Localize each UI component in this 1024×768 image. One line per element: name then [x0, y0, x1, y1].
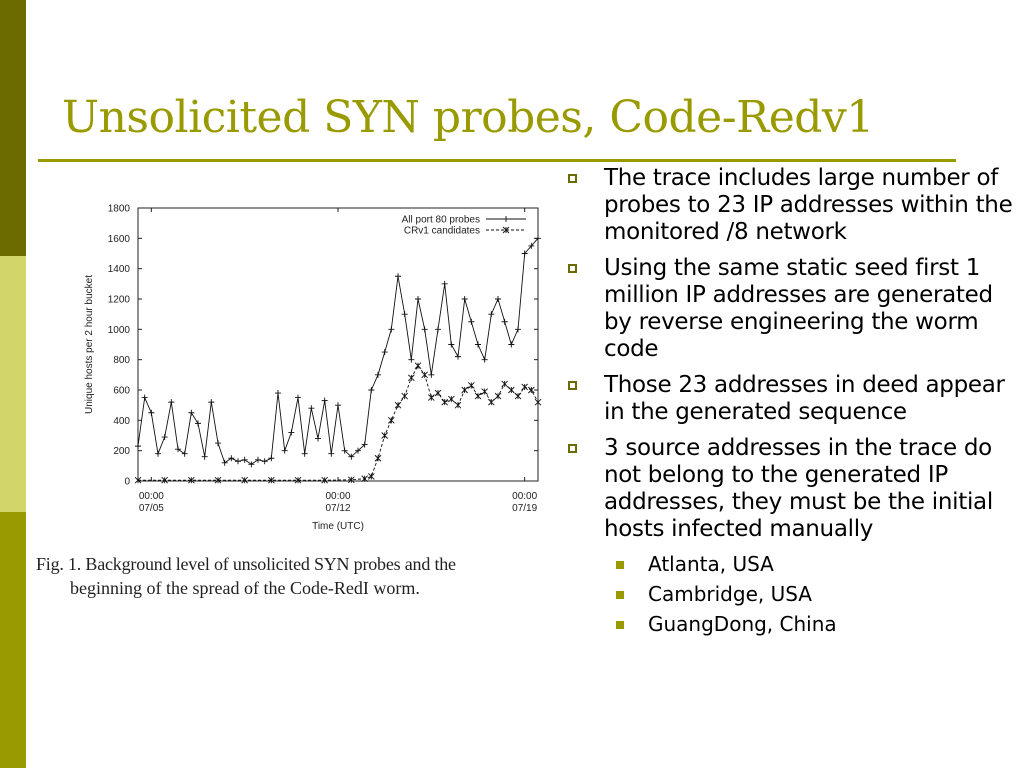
data-point — [482, 389, 488, 395]
data-point — [328, 451, 334, 457]
data-point — [382, 349, 388, 355]
data-point — [402, 311, 408, 317]
filled-square-bullet-icon — [616, 621, 624, 629]
data-point — [442, 399, 448, 405]
data-point — [395, 402, 401, 408]
series-line-1 — [138, 238, 538, 464]
data-point — [195, 420, 201, 426]
data-point — [375, 455, 381, 461]
data-point — [422, 372, 428, 378]
x-tick-label: 00:00 — [138, 491, 164, 502]
data-point — [215, 440, 221, 446]
data-point — [495, 393, 501, 399]
y-tick-label: 0 — [124, 476, 130, 488]
caption-line-2: beginning of the spread of the Code-RedI worm. — [70, 578, 420, 598]
data-point — [442, 281, 448, 287]
data-point — [288, 429, 294, 435]
filled-square-bullet-icon — [616, 591, 624, 599]
bullet-item — [568, 435, 1024, 639]
y-tick-label: 600 — [113, 385, 130, 397]
x-tick-label: 00:00 — [512, 491, 538, 502]
decor-bar-middle — [0, 256, 26, 512]
data-point — [428, 395, 434, 401]
data-point — [522, 384, 528, 390]
sub-bullet-text: Cambridge, USA — [648, 582, 812, 606]
bullet-text: Those 23 addresses in deed appear in the generated sequence — [604, 372, 1005, 425]
data-point — [415, 363, 421, 369]
data-point — [475, 342, 481, 348]
data-point — [388, 326, 394, 332]
data-point — [455, 402, 461, 408]
data-point — [322, 398, 328, 404]
data-point — [508, 342, 514, 348]
data-point — [242, 477, 248, 483]
data-point — [408, 357, 414, 363]
data-point — [242, 457, 248, 463]
bullet-text: Using the same static seed first 1 million IP addresses are generated by reverse engineering the worm code — [604, 255, 993, 362]
data-point — [208, 399, 214, 405]
data-point — [235, 458, 241, 464]
data-point — [302, 451, 308, 457]
data-point — [368, 387, 374, 393]
sub-bullet-text: Atlanta, USA — [648, 552, 774, 576]
data-point — [495, 296, 501, 302]
y-axis-label: Unique hosts per 2 hour bucket — [84, 275, 95, 414]
data-point — [335, 402, 341, 408]
data-point — [308, 405, 314, 411]
hollow-square-bullet-icon — [568, 174, 577, 183]
y-tick-label: 1600 — [107, 233, 130, 245]
data-point — [535, 399, 541, 405]
data-point — [435, 390, 441, 396]
data-point — [222, 460, 228, 466]
decor-bar-top — [0, 0, 26, 256]
legend-label: CRv1 candidates — [403, 225, 480, 237]
data-point — [448, 342, 454, 348]
data-point — [368, 473, 374, 479]
syn-probes-chart — [78, 195, 550, 537]
data-point — [362, 476, 368, 482]
data-point — [388, 417, 394, 423]
data-point — [228, 455, 234, 461]
figure-caption — [36, 552, 588, 600]
data-point — [402, 393, 408, 399]
data-point — [202, 454, 208, 460]
data-point — [142, 395, 148, 401]
data-point — [188, 410, 194, 416]
bullet-item — [568, 372, 1024, 426]
x-tick-label: 07/19 — [512, 503, 538, 514]
data-point — [502, 381, 508, 387]
caption-line-1: Fig. 1. Background level of unsolicited SYN probes and the — [36, 554, 456, 574]
data-point — [515, 393, 521, 399]
sub-bullet-item — [604, 549, 1024, 579]
data-point — [415, 296, 421, 302]
y-tick-label: 800 — [113, 355, 130, 367]
y-tick-label: 1000 — [107, 324, 130, 336]
data-point — [488, 399, 494, 405]
data-point — [322, 477, 328, 483]
data-point — [448, 396, 454, 402]
bullet-item — [568, 255, 1024, 363]
y-tick-label: 200 — [113, 446, 130, 458]
bullet-text: 3 source addresses in the trace do not belong to the generated IP addresses, they must be the initial hosts infected manually — [604, 435, 993, 542]
x-tick-label: 07/05 — [138, 503, 164, 514]
data-point — [275, 390, 281, 396]
data-point — [482, 357, 488, 363]
data-point — [515, 326, 521, 332]
legend-label: All port 80 probes — [401, 214, 480, 226]
data-point — [148, 410, 154, 416]
sub-bullet-text: GuangDong, China — [648, 612, 837, 636]
data-point — [435, 326, 441, 332]
data-point — [508, 387, 514, 393]
sub-bullet-item — [604, 579, 1024, 609]
data-point — [422, 326, 428, 332]
data-point — [182, 451, 188, 457]
data-point — [502, 319, 508, 325]
x-tick-label: 07/12 — [325, 503, 351, 514]
bullet-list — [568, 165, 1024, 648]
decor-bar-bottom — [0, 512, 26, 768]
data-point — [468, 319, 474, 325]
data-point — [382, 433, 388, 439]
data-point — [268, 455, 274, 461]
bullet-text: The trace includes large number of probes to 23 IP addresses within the monitored /8 network — [604, 165, 1013, 245]
data-point — [262, 458, 268, 464]
data-point — [462, 387, 468, 393]
data-point — [162, 434, 168, 440]
data-point — [282, 448, 288, 454]
data-point — [528, 387, 534, 393]
data-point — [248, 461, 254, 467]
data-point — [488, 311, 494, 317]
data-point — [395, 273, 401, 279]
y-tick-label: 1800 — [107, 203, 130, 215]
y-tick-label: 400 — [113, 415, 130, 427]
data-point — [168, 399, 174, 405]
title-divider — [38, 159, 956, 162]
data-point — [408, 375, 414, 381]
data-point — [162, 477, 168, 483]
filled-square-bullet-icon — [616, 561, 624, 569]
data-point — [295, 395, 301, 401]
data-point — [375, 372, 381, 378]
x-tick-label: 00:00 — [325, 491, 351, 502]
data-point — [155, 451, 161, 457]
hollow-square-bullet-icon — [568, 264, 577, 273]
legend-marker — [503, 216, 509, 222]
y-tick-label: 1400 — [107, 264, 130, 276]
y-tick-label: 1200 — [107, 294, 130, 306]
data-point — [462, 296, 468, 302]
data-point — [428, 372, 434, 378]
data-point — [135, 443, 141, 449]
bullet-item — [568, 165, 1024, 246]
data-point — [455, 354, 461, 360]
sub-bullet-item — [604, 609, 1024, 639]
slide-title: Unsolicited SYN probes, Code-Redv1 — [62, 92, 874, 143]
data-point — [315, 436, 321, 442]
hollow-square-bullet-icon — [568, 444, 577, 453]
data-point — [175, 446, 181, 452]
data-point — [255, 457, 261, 463]
x-axis-label: Time (UTC) — [312, 521, 364, 532]
hollow-square-bullet-icon — [568, 381, 577, 390]
sub-bullet-list — [604, 549, 1024, 639]
data-point — [468, 382, 474, 388]
data-point — [475, 393, 481, 399]
